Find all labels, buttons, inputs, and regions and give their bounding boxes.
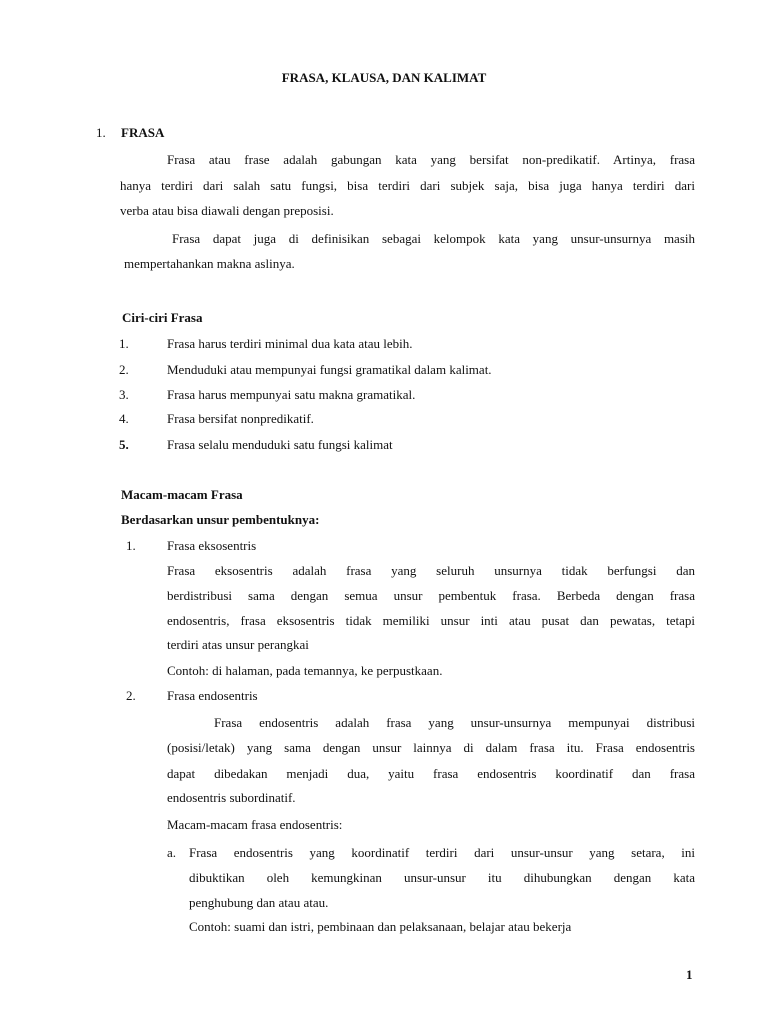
list-item: Frasa harus mempunyai satu makna gramatikal. — [167, 387, 416, 402]
ciri-heading: Ciri-ciri Frasa — [122, 310, 203, 325]
sublist-letter: a. — [167, 845, 177, 860]
example-text: Contoh: suami dan istri, pembinaan dan pelaksanaan, belajar atau bekerja — [189, 919, 572, 934]
paragraph-line: penghubung dan atau atau. — [189, 895, 329, 910]
sublist-label: Macam-macam frasa endosentris: — [167, 817, 343, 832]
list-number: 1. — [126, 538, 136, 553]
paragraph-line: endosentris, frasa eksosentris tidak memiliki unsur inti atau pusat dan pewatas, tetapi — [167, 613, 695, 628]
section-number: 1. — [96, 125, 106, 140]
paragraph-line: (posisi/letak) yang sama dengan unsur lainnya di dalam frasa itu. Frasa endosentris — [167, 740, 695, 755]
document-title: FRASA, KLAUSA, DAN KALIMAT — [281, 70, 487, 85]
list-number: 4. — [119, 411, 129, 426]
page-number: 1 — [686, 967, 693, 982]
macam-heading: Macam-macam Frasa — [121, 487, 243, 502]
paragraph-line: Frasa endosentris yang koordinatif terdiri dari unsur-unsur yang setara, ini — [189, 845, 695, 860]
paragraph-line: Frasa dapat juga di definisikan sebagai kelompok kata yang unsur-unsurnya masih — [172, 231, 695, 246]
list-number: 1. — [119, 336, 129, 351]
list-item: Menduduki atau mempunyai fungsi gramatikal dalam kalimat. — [167, 362, 492, 377]
paragraph-line: verba atau bisa diawali dengan preposisi. — [120, 203, 334, 218]
list-number: 2. — [119, 362, 129, 377]
paragraph-line: Frasa endosentris adalah frasa yang unsur-unsurnya mempunyai distribusi — [214, 715, 695, 730]
example-text: Contoh: di halaman, pada temannya, ke perpustkaan. — [167, 663, 443, 678]
paragraph-line: mempertahankan makna aslinya. — [124, 256, 295, 271]
paragraph-line: dapat dibedakan menjadi dua, yaitu frasa endosentris koordinatif dan frasa — [167, 766, 695, 781]
paragraph-line: dibuktikan oleh kemungkinan unsur-unsur itu dihubungkan dengan kata — [189, 870, 695, 885]
list-item-title: Frasa endosentris — [167, 688, 258, 703]
list-number: 3. — [119, 387, 129, 402]
paragraph-line: Frasa eksosentris adalah frasa yang seluruh unsurnya tidak berfungsi dan — [167, 563, 695, 578]
list-number: 2. — [126, 688, 136, 703]
paragraph-line: terdiri atas unsur perangkai — [167, 637, 309, 652]
paragraph-line: hanya terdiri dari salah satu fungsi, bisa terdiri dari subjek saja, bisa juga hanya terdiri dari — [120, 178, 695, 193]
macam-subheading: Berdasarkan unsur pembentuknya: — [121, 512, 320, 527]
section-heading: FRASA — [121, 125, 165, 140]
paragraph-line: endosentris subordinatif. — [167, 790, 296, 805]
list-item: Frasa harus terdiri minimal dua kata atau lebih. — [167, 336, 413, 351]
list-item-title: Frasa eksosentris — [167, 538, 257, 553]
paragraph-line: Frasa atau frase adalah gabungan kata yang bersifat non-predikatif. Artinya, frasa — [167, 152, 695, 167]
paragraph-line: berdistribusi sama dengan semua unsur pembentuk frasa. Berbeda dengan frasa — [167, 588, 695, 603]
list-number: 5. — [119, 437, 129, 452]
list-item: Frasa selalu menduduki satu fungsi kalimat — [167, 437, 393, 452]
list-item: Frasa bersifat nonpredikatif. — [167, 411, 314, 426]
